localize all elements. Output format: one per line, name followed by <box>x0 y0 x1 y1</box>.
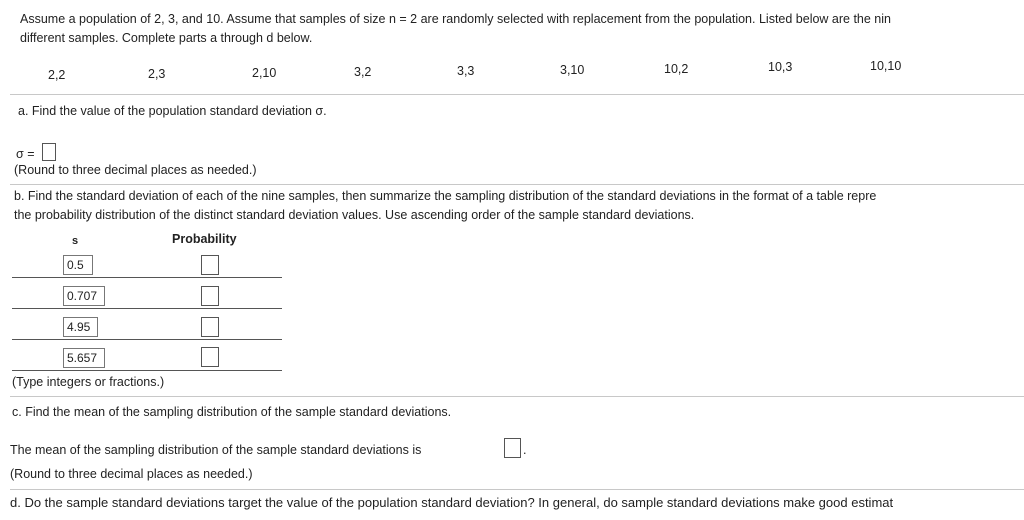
divider <box>10 489 1024 490</box>
sigma-answer-input[interactable] <box>42 143 56 161</box>
sample-1: 2,2 <box>48 68 66 82</box>
probability-input[interactable] <box>201 255 219 275</box>
divider <box>10 94 1024 95</box>
s-value-cell: 5.657 <box>63 348 105 368</box>
mean-answer-input[interactable] <box>504 438 521 458</box>
table-row-divider <box>12 308 282 309</box>
probability-input[interactable] <box>201 317 219 337</box>
part-c-note: (Round to three decimal places as needed.) <box>10 467 253 481</box>
part-b-line-2: the probability distribution of the distinct standard deviation values. Use ascending order of the sample standard deviations. <box>14 208 695 222</box>
table-row-divider <box>12 370 282 371</box>
part-c-question: c. Find the mean of the sampling distribution of the sample standard deviations. <box>12 405 452 419</box>
probability-input[interactable] <box>201 286 219 306</box>
part-b-note: (Type integers or fractions.) <box>12 375 165 389</box>
sample-9: 10,10 <box>870 59 902 73</box>
table-row-divider <box>12 277 282 278</box>
column-header-s: s <box>72 235 79 247</box>
sample-8: 10,3 <box>768 60 793 74</box>
part-c-answer-text: The mean of the sampling distribution of the sample standard deviations is <box>10 443 422 457</box>
s-value-cell: 0.707 <box>63 286 105 306</box>
probability-input[interactable] <box>201 347 219 367</box>
part-d-question: d. Do the sample standard deviations target the value of the population standard deviation? In general, do sample standard deviations make good estimat <box>10 495 894 510</box>
sample-3: 2,10 <box>252 66 277 80</box>
table-row-divider <box>12 339 282 340</box>
sample-7: 10,2 <box>664 62 689 76</box>
s-value-cell: 0.5 <box>63 255 93 275</box>
divider <box>10 184 1024 185</box>
intro-line-1: Assume a population of 2, 3, and 10. Assume that samples of size n = 2 are randomly selected with replacement from the population. Listed below are the nin <box>20 12 891 26</box>
part-a-question: a. Find the value of the population standard deviation σ. <box>18 104 327 118</box>
sample-4: 3,2 <box>354 65 372 79</box>
column-header-probability: Probability <box>172 232 237 246</box>
s-value-cell: 4.95 <box>63 317 98 337</box>
sample-6: 3,10 <box>560 63 585 77</box>
sigma-label: σ = <box>16 147 35 161</box>
sample-2: 2,3 <box>148 67 166 81</box>
divider <box>10 396 1024 397</box>
period: . <box>523 443 527 457</box>
part-a-note: (Round to three decimal places as needed.) <box>14 163 257 177</box>
intro-line-2: different samples. Complete parts a through d below. <box>20 31 313 45</box>
sample-5: 3,3 <box>457 64 475 78</box>
part-b-line-1: b. Find the standard deviation of each of the nine samples, then summarize the sampling distribution of the standard deviations in the format of a table repre <box>14 189 877 203</box>
